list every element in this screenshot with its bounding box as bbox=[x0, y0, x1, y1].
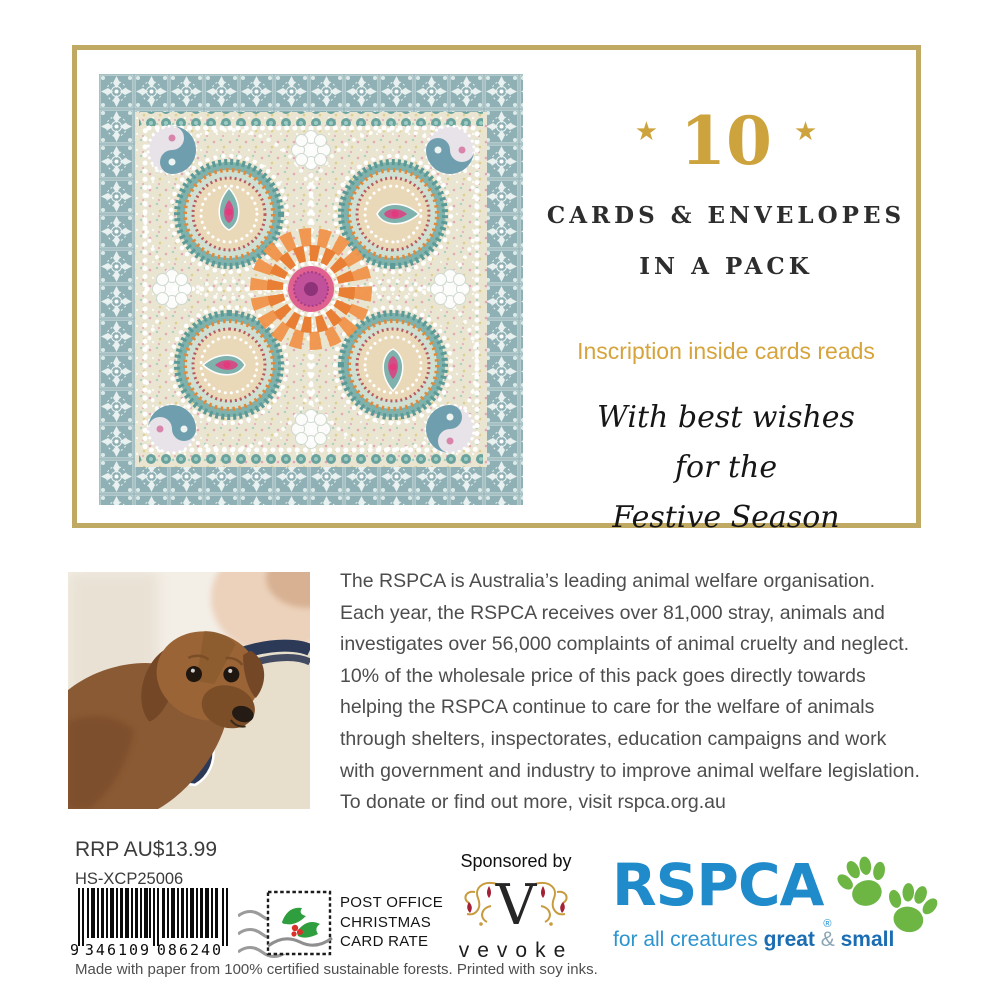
barcode-digits-right: 086240 bbox=[156, 941, 224, 958]
pack-headline-line2: IN A PACK bbox=[639, 253, 813, 280]
sponsor-block bbox=[438, 851, 594, 963]
sustainability-note: Made with paper from 100% certified sustainable forests. Printed with soy inks. bbox=[75, 961, 598, 978]
description-line: The RSPCA is Australia’s leading animal welfare organisation. bbox=[340, 570, 876, 592]
description-line: with government and industry to improve animal welfare legislation. bbox=[340, 759, 920, 782]
pack-details bbox=[535, 102, 917, 543]
product-code: HS-XCP25006 bbox=[75, 870, 184, 888]
description-line: To donate or find out more, visit rspca.org.au bbox=[340, 791, 726, 814]
inscription-label: Inscription inside cards reads bbox=[577, 338, 875, 364]
registered-mark: ® bbox=[823, 918, 832, 930]
postage-line: CARD RATE bbox=[340, 933, 429, 950]
tagline-great: great bbox=[763, 928, 815, 951]
description-line: through shelters, inspectorates, education campaigns and work bbox=[340, 727, 887, 750]
rspca-tagline bbox=[613, 928, 894, 952]
inscription-line: With best wishes bbox=[597, 400, 855, 435]
postage-rate-text bbox=[340, 893, 443, 952]
card-count bbox=[535, 102, 917, 180]
rspca-logo-text: RSPCA bbox=[612, 851, 824, 919]
postage-line: POST OFFICE bbox=[340, 894, 444, 911]
card-artwork-image bbox=[99, 74, 523, 505]
rspca-description bbox=[340, 566, 920, 819]
tagline-ampersand: & bbox=[814, 928, 841, 951]
star-icon: ★ bbox=[634, 115, 659, 146]
barcode bbox=[70, 888, 234, 958]
tagline-small: small bbox=[840, 928, 895, 951]
description-line: 10% of the wholesale price of this pack goes directly towards bbox=[340, 664, 866, 687]
pack-headline-line1: CARDS & ENVELOPES bbox=[546, 202, 906, 229]
description-line: Each year, the RSPCA receives over 81,000 stray, animals and bbox=[340, 601, 885, 624]
barcode-digit-first: 9 bbox=[70, 941, 80, 958]
tagline-prefix: for all creatures bbox=[613, 928, 764, 951]
rspca-logo bbox=[612, 851, 832, 930]
inscription-line: Festive Season bbox=[612, 500, 840, 535]
inscription-text bbox=[535, 393, 917, 543]
sponsored-by-label: Sponsored by bbox=[460, 851, 572, 871]
inscription-line: for the bbox=[674, 450, 778, 485]
sponsor-name: vevoke bbox=[458, 939, 574, 962]
puppy-photo bbox=[68, 572, 310, 809]
description-line: helping the RSPCA continue to care for the welfare of animals bbox=[340, 696, 875, 719]
christmas-stamp-icon bbox=[238, 886, 338, 966]
pack-info-frame bbox=[72, 45, 921, 535]
star-icon: ★ bbox=[793, 115, 818, 146]
barcode-digits-left: 346109 bbox=[84, 941, 152, 958]
rrp-price: RRP AU$13.99 bbox=[75, 838, 218, 861]
description-line: investigates over 56,000 complaints of animal cruelty and neglect. bbox=[340, 633, 910, 656]
card-count-number: 10 bbox=[680, 102, 772, 180]
vevoke-logo-icon bbox=[451, 872, 581, 934]
vevoke-monogram: V bbox=[495, 873, 537, 934]
postage-line: CHRISTMAS bbox=[340, 913, 432, 931]
